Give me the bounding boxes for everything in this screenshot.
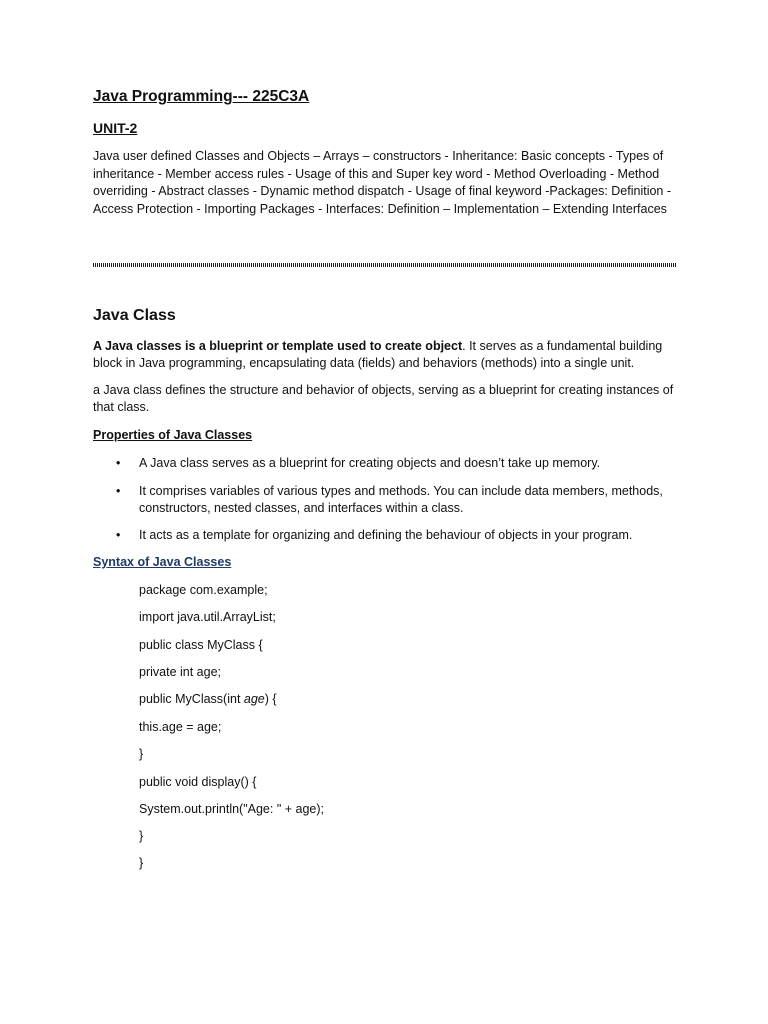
code-line: import java.util.ArrayList; [139,610,276,624]
bullet-icon: • [116,484,121,498]
properties-heading: Properties of Java Classes [93,428,253,442]
section-divider [93,263,676,267]
bullet-icon: • [116,528,121,542]
intro-bold-text: A Java classes is a blueprint or template used to create object [93,339,463,353]
code-fragment: ) { [264,692,277,706]
section-heading: Java Class [93,307,176,324]
syntax-heading: Syntax of Java Classes [93,555,232,569]
code-line: System.out.println("Age: " + age); [139,802,325,816]
code-fragment: public MyClass(int [139,692,244,706]
document-title: Java Programming--- 225C3A [93,88,310,105]
code-param: age [243,692,265,706]
definition-paragraph: a Java class defines the structure and behavior of objects, serving as a blueprint for creating instances of that class. [93,383,674,415]
syllabus-paragraph: Java user defined Classes and Objects – Arrays – constructors - Inheritance: Basic concepts - Types of inheritance - Member access rules - Usage of this and Super key word - Method Overloading - Method overriding - Abstract classes - Dynamic method dispatch - Usage of final keyword -Packages: Definition - Access Protection - Importing Packages - Interfaces: Definition – Implementation – Extending Interfaces [93,149,672,216]
unit-heading: UNIT-2 [93,120,138,136]
list-item-text: It acts as a template for organizing and defining the behaviour of objects in your program. [139,528,633,542]
bullet-icon: • [116,456,121,470]
code-line [139,691,277,708]
code-line: public class MyClass { [139,638,263,652]
intro-text: . It serves as a fundamental building block in Java programming, encapsulating data (fields) and behaviors (methods) into a single unit. [93,339,663,371]
code-line: public void display() { [139,775,257,789]
code-line: private int age; [139,665,221,679]
code-line: } [139,856,144,870]
code-line: } [139,747,144,761]
list-item-text: A Java class serves as a blueprint for creating objects and doesn’t take up memory. [139,456,601,470]
code-line: this.age = age; [139,720,222,734]
code-line: } [139,829,144,843]
intro-paragraph [93,338,677,373]
list-item-text: It comprises variables of various types and methods. You can include data members, methods, constructors, nested classes, and interfaces within a class. [139,484,663,516]
code-line: package com.example; [139,583,268,597]
